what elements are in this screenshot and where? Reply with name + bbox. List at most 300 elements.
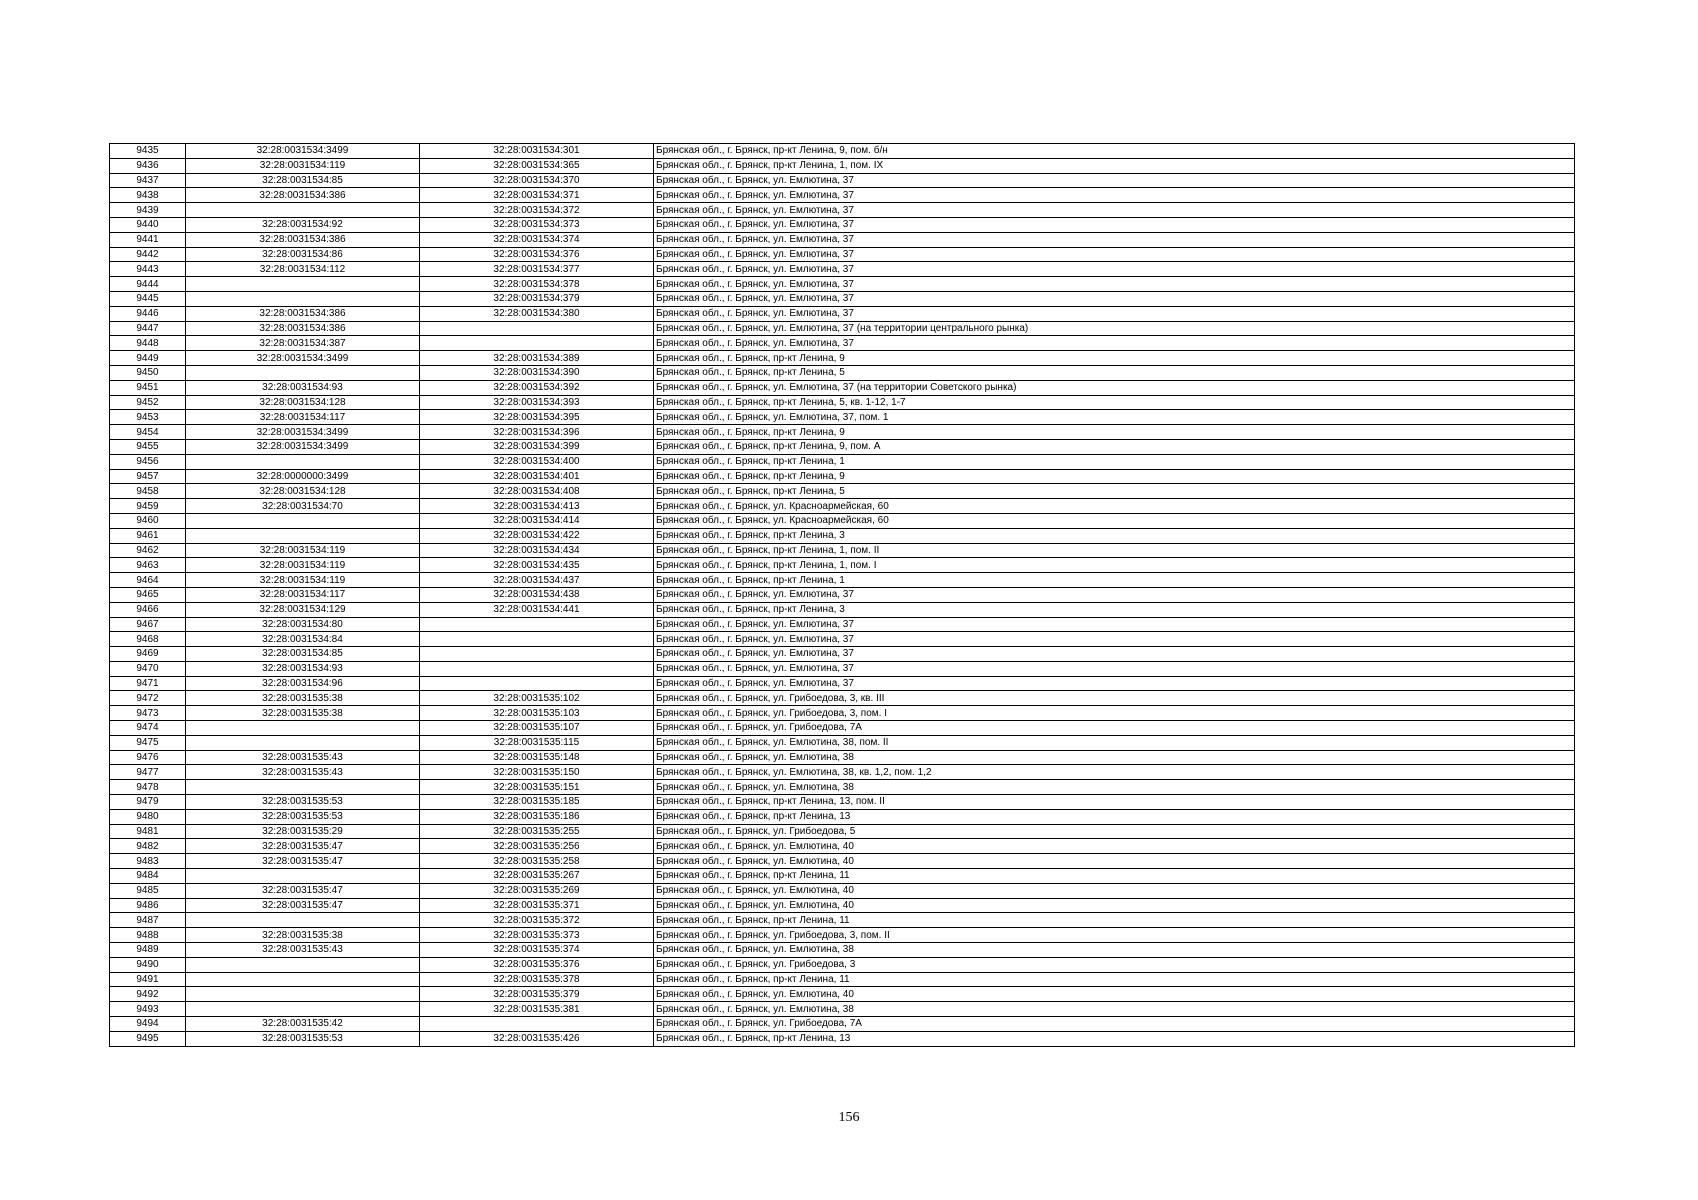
object-cadastral-number-cell: 32:28:0031534:401 <box>420 469 654 484</box>
object-cadastral-number-cell: 32:28:0031534:371 <box>420 188 654 203</box>
address-cell: Брянская обл., г. Брянск, ул. Красноармейская, 60 <box>654 513 1575 528</box>
object-cadastral-number-cell: 32:28:0031535:148 <box>420 750 654 765</box>
land-cadastral-number-cell: 32:28:0031535:38 <box>186 706 420 721</box>
table-row <box>110 425 1575 440</box>
table-row <box>110 632 1575 647</box>
address-cell: Брянская обл., г. Брянск, ул. Емлютина, 37 <box>654 232 1575 247</box>
address-cell: Брянская обл., г. Брянск, ул. Емлютина, 40 <box>654 898 1575 913</box>
land-cadastral-number-cell: 32:28:0000000:3499 <box>186 469 420 484</box>
address-cell: Брянская обл., г. Брянск, пр-кт Ленина, 5 <box>654 484 1575 499</box>
table-row <box>110 898 1575 913</box>
table-row <box>110 854 1575 869</box>
address-cell: Брянская обл., г. Брянск, ул. Емлютина, 38 <box>654 1002 1575 1017</box>
row-number-cell: 9493 <box>110 1002 186 1017</box>
address-cell: Брянская обл., г. Брянск, пр-кт Ленина, 3 <box>654 602 1575 617</box>
object-cadastral-number-cell: 32:28:0031534:422 <box>420 528 654 543</box>
row-number-cell: 9479 <box>110 795 186 810</box>
row-number-cell: 9484 <box>110 869 186 884</box>
row-number-cell: 9437 <box>110 173 186 188</box>
row-number-cell: 9435 <box>110 144 186 159</box>
table-row <box>110 691 1575 706</box>
row-number-cell: 9438 <box>110 188 186 203</box>
table-row <box>110 1002 1575 1017</box>
address-cell: Брянская обл., г. Брянск, ул. Грибоедова, 7А <box>654 1017 1575 1032</box>
object-cadastral-number-cell: 32:28:0031534:395 <box>420 410 654 425</box>
address-cell: Брянская обл., г. Брянск, ул. Емлютина, 37 <box>654 676 1575 691</box>
object-cadastral-number-cell: 32:28:0031535:102 <box>420 691 654 706</box>
address-cell: Брянская обл., г. Брянск, пр-кт Ленина, 1, пом. II <box>654 543 1575 558</box>
object-cadastral-number-cell: 32:28:0031534:396 <box>420 425 654 440</box>
address-cell: Брянская обл., г. Брянск, пр-кт Ленина, 5, кв. 1-12, 1-7 <box>654 395 1575 410</box>
land-cadastral-number-cell: 32:28:0031534:112 <box>186 262 420 277</box>
object-cadastral-number-cell: 32:28:0031535:185 <box>420 795 654 810</box>
row-number-cell: 9454 <box>110 425 186 440</box>
land-cadastral-number-cell: 32:28:0031535:43 <box>186 943 420 958</box>
row-number-cell: 9439 <box>110 203 186 218</box>
table-row <box>110 217 1575 232</box>
object-cadastral-number-cell: 32:28:0031534:392 <box>420 380 654 395</box>
row-number-cell: 9441 <box>110 232 186 247</box>
object-cadastral-number-cell: 32:28:0031535:151 <box>420 780 654 795</box>
table-row <box>110 1031 1575 1046</box>
row-number-cell: 9442 <box>110 247 186 262</box>
object-cadastral-number-cell: 32:28:0031534:379 <box>420 291 654 306</box>
object-cadastral-number-cell: 32:28:0031534:393 <box>420 395 654 410</box>
address-cell: Брянская обл., г. Брянск, пр-кт Ленина, 13 <box>654 1031 1575 1046</box>
object-cadastral-number-cell <box>420 676 654 691</box>
table-row <box>110 780 1575 795</box>
land-cadastral-number-cell: 32:28:0031534:128 <box>186 395 420 410</box>
table-row <box>110 913 1575 928</box>
land-cadastral-number-cell: 32:28:0031534:70 <box>186 499 420 514</box>
object-cadastral-number-cell: 32:28:0031535:379 <box>420 987 654 1002</box>
land-cadastral-number-cell <box>186 735 420 750</box>
table-row <box>110 602 1575 617</box>
table-row <box>110 573 1575 588</box>
row-number-cell: 9464 <box>110 573 186 588</box>
address-cell: Брянская обл., г. Брянск, пр-кт Ленина, 9 <box>654 469 1575 484</box>
land-cadastral-number-cell: 32:28:0031534:387 <box>186 336 420 351</box>
land-cadastral-number-cell <box>186 454 420 469</box>
land-cadastral-number-cell: 32:28:0031535:47 <box>186 883 420 898</box>
address-cell: Брянская обл., г. Брянск, ул. Емлютина, 37 (на территории Советского рынка) <box>654 380 1575 395</box>
row-number-cell: 9489 <box>110 943 186 958</box>
land-cadastral-number-cell: 32:28:0031535:43 <box>186 750 420 765</box>
address-cell: Брянская обл., г. Брянск, ул. Емлютина, 37 <box>654 217 1575 232</box>
property-registry-table <box>109 143 1575 1047</box>
address-cell: Брянская обл., г. Брянск, ул. Емлютина, 37 <box>654 188 1575 203</box>
row-number-cell: 9452 <box>110 395 186 410</box>
address-cell: Брянская обл., г. Брянск, ул. Грибоедова, 7А <box>654 721 1575 736</box>
table-row <box>110 839 1575 854</box>
object-cadastral-number-cell: 32:28:0031535:426 <box>420 1031 654 1046</box>
table-row <box>110 291 1575 306</box>
land-cadastral-number-cell: 32:28:0031535:47 <box>186 854 420 869</box>
land-cadastral-number-cell: 32:28:0031535:53 <box>186 795 420 810</box>
land-cadastral-number-cell: 32:28:0031535:29 <box>186 824 420 839</box>
table-row <box>110 380 1575 395</box>
object-cadastral-number-cell: 32:28:0031534:400 <box>420 454 654 469</box>
table-row <box>110 528 1575 543</box>
land-cadastral-number-cell <box>186 291 420 306</box>
address-cell: Брянская обл., г. Брянск, ул. Емлютина, 37 <box>654 262 1575 277</box>
land-cadastral-number-cell: 32:28:0031534:386 <box>186 306 420 321</box>
object-cadastral-number-cell: 32:28:0031534:438 <box>420 587 654 602</box>
address-cell: Брянская обл., г. Брянск, ул. Емлютина, 37 <box>654 661 1575 676</box>
address-cell: Брянская обл., г. Брянск, пр-кт Ленина, 3 <box>654 528 1575 543</box>
table-row <box>110 365 1575 380</box>
address-cell: Брянская обл., г. Брянск, ул. Емлютина, 38, кв. 1,2, пом. 1,2 <box>654 765 1575 780</box>
address-cell: Брянская обл., г. Брянск, ул. Емлютина, 37 <box>654 291 1575 306</box>
land-cadastral-number-cell: 32:28:0031534:119 <box>186 158 420 173</box>
land-cadastral-number-cell: 32:28:0031535:42 <box>186 1017 420 1032</box>
object-cadastral-number-cell: 32:28:0031534:414 <box>420 513 654 528</box>
address-cell: Брянская обл., г. Брянск, пр-кт Ленина, 9 <box>654 351 1575 366</box>
land-cadastral-number-cell: 32:28:0031535:38 <box>186 928 420 943</box>
table-row <box>110 306 1575 321</box>
table-row <box>110 795 1575 810</box>
row-number-cell: 9495 <box>110 1031 186 1046</box>
row-number-cell: 9472 <box>110 691 186 706</box>
row-number-cell: 9485 <box>110 883 186 898</box>
land-cadastral-number-cell: 32:28:0031534:96 <box>186 676 420 691</box>
land-cadastral-number-cell: 32:28:0031534:3499 <box>186 425 420 440</box>
object-cadastral-number-cell: 32:28:0031534:372 <box>420 203 654 218</box>
table-row <box>110 158 1575 173</box>
land-cadastral-number-cell: 32:28:0031535:53 <box>186 1031 420 1046</box>
object-cadastral-number-cell: 32:28:0031534:376 <box>420 247 654 262</box>
row-number-cell: 9494 <box>110 1017 186 1032</box>
table-row <box>110 987 1575 1002</box>
table-row <box>110 883 1575 898</box>
object-cadastral-number-cell: 32:28:0031534:373 <box>420 217 654 232</box>
table-row <box>110 499 1575 514</box>
object-cadastral-number-cell: 32:28:0031535:256 <box>420 839 654 854</box>
table-row <box>110 144 1575 159</box>
row-number-cell: 9446 <box>110 306 186 321</box>
table-row <box>110 203 1575 218</box>
land-cadastral-number-cell: 32:28:0031534:93 <box>186 661 420 676</box>
table-row <box>110 809 1575 824</box>
object-cadastral-number-cell: 32:28:0031535:255 <box>420 824 654 839</box>
row-number-cell: 9468 <box>110 632 186 647</box>
object-cadastral-number-cell: 32:28:0031535:186 <box>420 809 654 824</box>
address-cell: Брянская обл., г. Брянск, ул. Емлютина, 40 <box>654 987 1575 1002</box>
table-row <box>110 454 1575 469</box>
address-cell: Брянская обл., г. Брянск, ул. Емлютина, 37 (на территории центрального рынка) <box>654 321 1575 336</box>
table-row <box>110 558 1575 573</box>
land-cadastral-number-cell <box>186 365 420 380</box>
object-cadastral-number-cell: 32:28:0031534:365 <box>420 158 654 173</box>
row-number-cell: 9478 <box>110 780 186 795</box>
row-number-cell: 9490 <box>110 957 186 972</box>
row-number-cell: 9487 <box>110 913 186 928</box>
object-cadastral-number-cell <box>420 617 654 632</box>
address-cell: Брянская обл., г. Брянск, ул. Емлютина, 40 <box>654 854 1575 869</box>
address-cell: Брянская обл., г. Брянск, ул. Емлютина, 38, пом. II <box>654 735 1575 750</box>
address-cell: Брянская обл., г. Брянск, ул. Емлютина, 37 <box>654 203 1575 218</box>
table-row <box>110 587 1575 602</box>
object-cadastral-number-cell: 32:28:0031535:373 <box>420 928 654 943</box>
land-cadastral-number-cell: 32:28:0031534:129 <box>186 602 420 617</box>
land-cadastral-number-cell: 32:28:0031534:3499 <box>186 439 420 454</box>
land-cadastral-number-cell: 32:28:0031534:119 <box>186 573 420 588</box>
land-cadastral-number-cell: 32:28:0031534:117 <box>186 410 420 425</box>
table-row <box>110 484 1575 499</box>
row-number-cell: 9483 <box>110 854 186 869</box>
row-number-cell: 9492 <box>110 987 186 1002</box>
land-cadastral-number-cell <box>186 987 420 1002</box>
row-number-cell: 9458 <box>110 484 186 499</box>
land-cadastral-number-cell: 32:28:0031534:386 <box>186 321 420 336</box>
row-number-cell: 9436 <box>110 158 186 173</box>
address-cell: Брянская обл., г. Брянск, ул. Грибоедова, 5 <box>654 824 1575 839</box>
address-cell: Брянская обл., г. Брянск, пр-кт Ленина, 9, пом. А <box>654 439 1575 454</box>
row-number-cell: 9461 <box>110 528 186 543</box>
row-number-cell: 9459 <box>110 499 186 514</box>
row-number-cell: 9457 <box>110 469 186 484</box>
land-cadastral-number-cell <box>186 277 420 292</box>
address-cell: Брянская обл., г. Брянск, пр-кт Ленина, 13, пом. II <box>654 795 1575 810</box>
object-cadastral-number-cell: 32:28:0031535:115 <box>420 735 654 750</box>
land-cadastral-number-cell <box>186 913 420 928</box>
row-number-cell: 9491 <box>110 972 186 987</box>
object-cadastral-number-cell: 32:28:0031534:374 <box>420 232 654 247</box>
land-cadastral-number-cell: 32:28:0031534:119 <box>186 558 420 573</box>
object-cadastral-number-cell: 32:28:0031535:150 <box>420 765 654 780</box>
address-cell: Брянская обл., г. Брянск, ул. Емлютина, 40 <box>654 839 1575 854</box>
row-number-cell: 9477 <box>110 765 186 780</box>
land-cadastral-number-cell: 32:28:0031534:386 <box>186 188 420 203</box>
land-cadastral-number-cell: 32:28:0031534:80 <box>186 617 420 632</box>
land-cadastral-number-cell <box>186 972 420 987</box>
table-row <box>110 247 1575 262</box>
row-number-cell: 9443 <box>110 262 186 277</box>
address-cell: Брянская обл., г. Брянск, ул. Емлютина, 38 <box>654 750 1575 765</box>
object-cadastral-number-cell: 32:28:0031535:372 <box>420 913 654 928</box>
address-cell: Брянская обл., г. Брянск, пр-кт Ленина, 1 <box>654 573 1575 588</box>
land-cadastral-number-cell <box>186 957 420 972</box>
row-number-cell: 9445 <box>110 291 186 306</box>
row-number-cell: 9475 <box>110 735 186 750</box>
row-number-cell: 9449 <box>110 351 186 366</box>
object-cadastral-number-cell: 32:28:0031534:378 <box>420 277 654 292</box>
land-cadastral-number-cell: 32:28:0031534:85 <box>186 647 420 662</box>
object-cadastral-number-cell: 32:28:0031535:103 <box>420 706 654 721</box>
land-cadastral-number-cell: 32:28:0031534:3499 <box>186 144 420 159</box>
address-cell: Брянская обл., г. Брянск, ул. Емлютина, 38 <box>654 943 1575 958</box>
object-cadastral-number-cell: 32:28:0031534:408 <box>420 484 654 499</box>
address-cell: Брянская обл., г. Брянск, ул. Емлютина, 40 <box>654 883 1575 898</box>
object-cadastral-number-cell: 32:28:0031535:258 <box>420 854 654 869</box>
address-cell: Брянская обл., г. Брянск, ул. Емлютина, 37 <box>654 277 1575 292</box>
table-row <box>110 277 1575 292</box>
address-cell: Брянская обл., г. Брянск, ул. Емлютина, 37 <box>654 617 1575 632</box>
table-row <box>110 765 1575 780</box>
land-cadastral-number-cell <box>186 1002 420 1017</box>
object-cadastral-number-cell: 32:28:0031535:267 <box>420 869 654 884</box>
table-row <box>110 351 1575 366</box>
row-number-cell: 9456 <box>110 454 186 469</box>
address-cell: Брянская обл., г. Брянск, пр-кт Ленина, 1, пом. I <box>654 558 1575 573</box>
object-cadastral-number-cell: 32:28:0031535:378 <box>420 972 654 987</box>
object-cadastral-number-cell: 32:28:0031534:413 <box>420 499 654 514</box>
row-number-cell: 9463 <box>110 558 186 573</box>
object-cadastral-number-cell <box>420 661 654 676</box>
table-row <box>110 513 1575 528</box>
row-number-cell: 9440 <box>110 217 186 232</box>
address-cell: Брянская обл., г. Брянск, ул. Грибоедова, 3, пом. I <box>654 706 1575 721</box>
land-cadastral-number-cell: 32:28:0031534:128 <box>186 484 420 499</box>
row-number-cell: 9471 <box>110 676 186 691</box>
land-cadastral-number-cell: 32:28:0031534:386 <box>186 232 420 247</box>
land-cadastral-number-cell: 32:28:0031535:43 <box>186 765 420 780</box>
row-number-cell: 9473 <box>110 706 186 721</box>
row-number-cell: 9460 <box>110 513 186 528</box>
row-number-cell: 9462 <box>110 543 186 558</box>
object-cadastral-number-cell: 32:28:0031534:441 <box>420 602 654 617</box>
table-row <box>110 943 1575 958</box>
table-row <box>110 543 1575 558</box>
object-cadastral-number-cell: 32:28:0031534:390 <box>420 365 654 380</box>
row-number-cell: 9469 <box>110 647 186 662</box>
object-cadastral-number-cell: 32:28:0031534:380 <box>420 306 654 321</box>
object-cadastral-number-cell <box>420 647 654 662</box>
table-row <box>110 336 1575 351</box>
address-cell: Брянская обл., г. Брянск, ул. Красноармейская, 60 <box>654 499 1575 514</box>
table-row <box>110 469 1575 484</box>
address-cell: Брянская обл., г. Брянск, пр-кт Ленина, 1, пом. IX <box>654 158 1575 173</box>
table-row <box>110 750 1575 765</box>
row-number-cell: 9450 <box>110 365 186 380</box>
land-cadastral-number-cell: 32:28:0031534:93 <box>186 380 420 395</box>
table-row <box>110 410 1575 425</box>
row-number-cell: 9455 <box>110 439 186 454</box>
row-number-cell: 9451 <box>110 380 186 395</box>
address-cell: Брянская обл., г. Брянск, ул. Грибоедова, 3, кв. III <box>654 691 1575 706</box>
land-cadastral-number-cell: 32:28:0031535:53 <box>186 809 420 824</box>
address-cell: Брянская обл., г. Брянск, ул. Емлютина, 37 <box>654 587 1575 602</box>
table-row <box>110 928 1575 943</box>
table-row <box>110 617 1575 632</box>
land-cadastral-number-cell <box>186 721 420 736</box>
row-number-cell: 9453 <box>110 410 186 425</box>
object-cadastral-number-cell: 32:28:0031535:269 <box>420 883 654 898</box>
table-row <box>110 735 1575 750</box>
table-row <box>110 395 1575 410</box>
object-cadastral-number-cell <box>420 1017 654 1032</box>
address-cell: Брянская обл., г. Брянск, ул. Емлютина, 37 <box>654 247 1575 262</box>
address-cell: Брянская обл., г. Брянск, ул. Емлютина, 37 <box>654 306 1575 321</box>
address-cell: Брянская обл., г. Брянск, ул. Грибоедова, 3 <box>654 957 1575 972</box>
address-cell: Брянская обл., г. Брянск, ул. Емлютина, 38 <box>654 780 1575 795</box>
table-row <box>110 232 1575 247</box>
table-row <box>110 824 1575 839</box>
address-cell: Брянская обл., г. Брянск, пр-кт Ленина, 5 <box>654 365 1575 380</box>
address-cell: Брянская обл., г. Брянск, ул. Емлютина, 37 <box>654 173 1575 188</box>
address-cell: Брянская обл., г. Брянск, ул. Емлютина, 37, пом. 1 <box>654 410 1575 425</box>
land-cadastral-number-cell <box>186 203 420 218</box>
land-cadastral-number-cell: 32:28:0031535:38 <box>186 691 420 706</box>
address-cell: Брянская обл., г. Брянск, ул. Емлютина, 37 <box>654 336 1575 351</box>
address-cell: Брянская обл., г. Брянск, пр-кт Ленина, 11 <box>654 869 1575 884</box>
object-cadastral-number-cell <box>420 321 654 336</box>
row-number-cell: 9476 <box>110 750 186 765</box>
table-row <box>110 957 1575 972</box>
table-row <box>110 661 1575 676</box>
row-number-cell: 9480 <box>110 809 186 824</box>
table-row <box>110 173 1575 188</box>
table-row <box>110 869 1575 884</box>
row-number-cell: 9467 <box>110 617 186 632</box>
object-cadastral-number-cell <box>420 632 654 647</box>
object-cadastral-number-cell: 32:28:0031535:107 <box>420 721 654 736</box>
table-row <box>110 439 1575 454</box>
object-cadastral-number-cell: 32:28:0031534:399 <box>420 439 654 454</box>
land-cadastral-number-cell <box>186 869 420 884</box>
object-cadastral-number-cell: 32:28:0031535:376 <box>420 957 654 972</box>
row-number-cell: 9474 <box>110 721 186 736</box>
object-cadastral-number-cell: 32:28:0031534:434 <box>420 543 654 558</box>
land-cadastral-number-cell: 32:28:0031535:47 <box>186 839 420 854</box>
table-row <box>110 706 1575 721</box>
row-number-cell: 9481 <box>110 824 186 839</box>
object-cadastral-number-cell: 32:28:0031534:377 <box>420 262 654 277</box>
land-cadastral-number-cell: 32:28:0031534:119 <box>186 543 420 558</box>
land-cadastral-number-cell: 32:28:0031534:86 <box>186 247 420 262</box>
address-cell: Брянская обл., г. Брянск, пр-кт Ленина, 13 <box>654 809 1575 824</box>
land-cadastral-number-cell: 32:28:0031534:84 <box>186 632 420 647</box>
address-cell: Брянская обл., г. Брянск, ул. Грибоедова, 3, пом. II <box>654 928 1575 943</box>
address-cell: Брянская обл., г. Брянск, пр-кт Ленина, 1 <box>654 454 1575 469</box>
row-number-cell: 9466 <box>110 602 186 617</box>
address-cell: Брянская обл., г. Брянск, пр-кт Ленина, 9, пом. б/н <box>654 144 1575 159</box>
land-cadastral-number-cell: 32:28:0031534:92 <box>186 217 420 232</box>
page-number: 156 <box>838 1110 860 1125</box>
row-number-cell: 9444 <box>110 277 186 292</box>
row-number-cell: 9447 <box>110 321 186 336</box>
row-number-cell: 9465 <box>110 587 186 602</box>
table-row <box>110 1017 1575 1032</box>
table-row <box>110 676 1575 691</box>
row-number-cell: 9470 <box>110 661 186 676</box>
table-row <box>110 321 1575 336</box>
address-cell: Брянская обл., г. Брянск, пр-кт Ленина, 9 <box>654 425 1575 440</box>
row-number-cell: 9448 <box>110 336 186 351</box>
object-cadastral-number-cell <box>420 336 654 351</box>
object-cadastral-number-cell: 32:28:0031534:435 <box>420 558 654 573</box>
object-cadastral-number-cell: 32:28:0031534:301 <box>420 144 654 159</box>
table-row <box>110 647 1575 662</box>
row-number-cell: 9482 <box>110 839 186 854</box>
land-cadastral-number-cell: 32:28:0031534:3499 <box>186 351 420 366</box>
row-number-cell: 9486 <box>110 898 186 913</box>
address-cell: Брянская обл., г. Брянск, пр-кт Ленина, 11 <box>654 972 1575 987</box>
object-cadastral-number-cell: 32:28:0031534:370 <box>420 173 654 188</box>
address-cell: Брянская обл., г. Брянск, пр-кт Ленина, 11 <box>654 913 1575 928</box>
object-cadastral-number-cell: 32:28:0031535:381 <box>420 1002 654 1017</box>
land-cadastral-number-cell <box>186 528 420 543</box>
object-cadastral-number-cell: 32:28:0031535:374 <box>420 943 654 958</box>
object-cadastral-number-cell: 32:28:0031535:371 <box>420 898 654 913</box>
land-cadastral-number-cell <box>186 780 420 795</box>
object-cadastral-number-cell: 32:28:0031534:437 <box>420 573 654 588</box>
table-row <box>110 721 1575 736</box>
land-cadastral-number-cell: 32:28:0031534:117 <box>186 587 420 602</box>
registry-table-body <box>110 144 1575 1047</box>
table-row <box>110 188 1575 203</box>
object-cadastral-number-cell: 32:28:0031534:389 <box>420 351 654 366</box>
